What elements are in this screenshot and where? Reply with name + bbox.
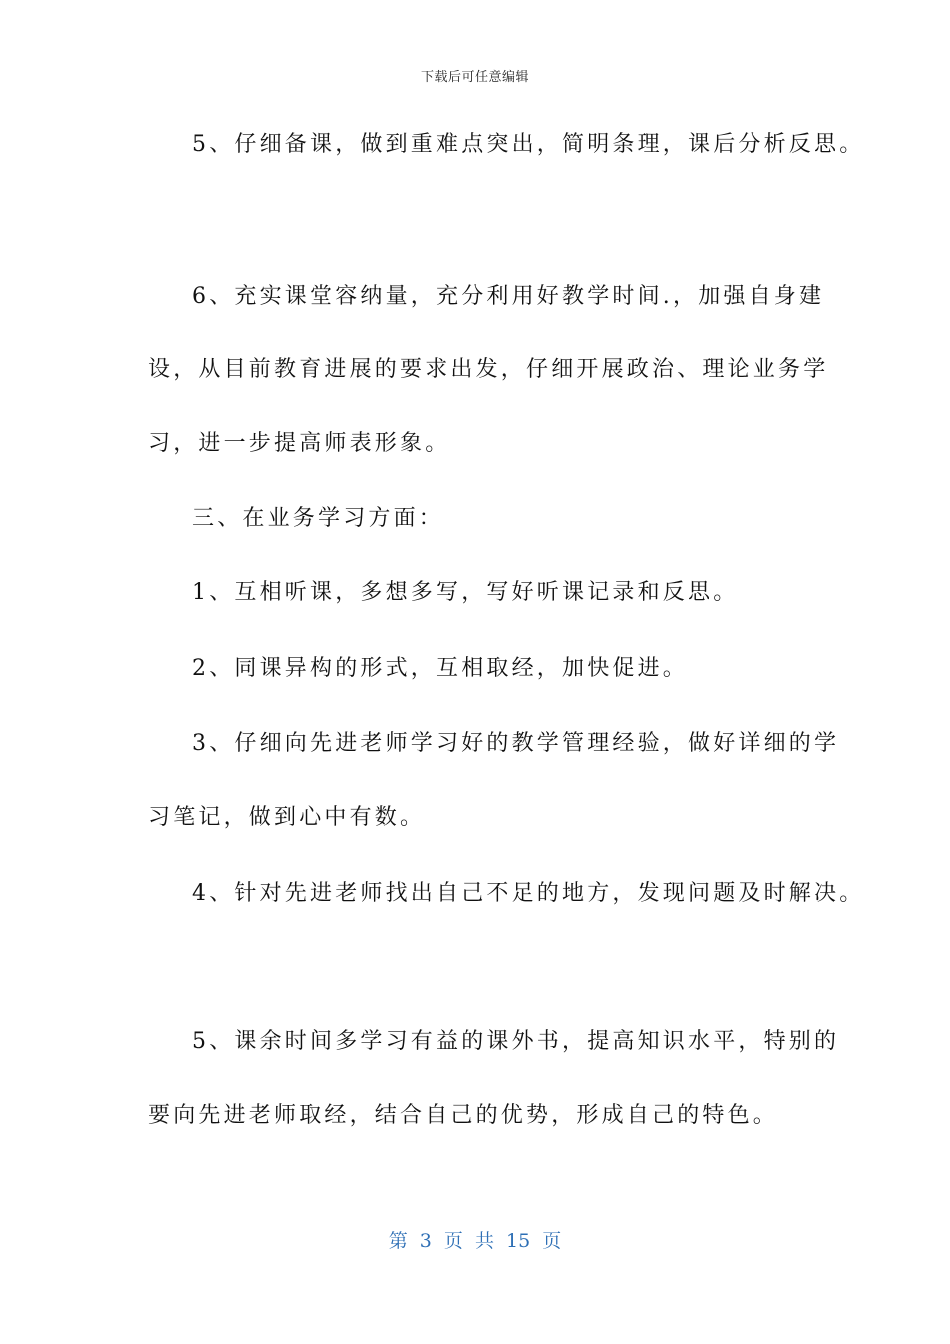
paragraph-line-5: 1、互相听课，多想多写，写好听课记录和反思。 [192,580,739,605]
paragraph-line-4: 习，进一步提高师表形象。 [148,431,451,456]
paragraph-line-1: 5、仔细备课，做到重难点突出，简明条理，课后分析反思。 [192,132,865,157]
paragraph-line-6: 2、同课异构的形式，互相取经，加快促进。 [192,656,688,681]
paragraph-line-9: 4、针对先进老师找出自己不足的地方，发现问题及时解决。 [192,881,865,906]
paragraph-line-8: 习笔记，做到心中有数。 [148,805,426,830]
paragraph-line-7: 3、仔细向先进老师学习好的教学管理经验，做好详细的学 [192,731,840,756]
paragraph-line-2: 6、充实课堂容纳量，充分利用好教学时间.，加强自身建 [192,284,825,309]
section-heading: 三、在业务学习方面： [192,506,445,531]
header-note: 下载后可任意编辑 [420,70,529,85]
paragraph-line-10: 5、课余时间多学习有益的课外书，提高知识水平，特别的 [192,1029,840,1054]
paragraph-line-3: 设，从目前教育进展的要求出发，仔细开展政治、理论业务学 [148,357,829,382]
page-number-footer: 第 3 页 共 15 页 [388,1230,562,1252]
paragraph-line-11: 要向先进老师取经，结合自己的优势，形成自己的特色。 [148,1103,779,1128]
